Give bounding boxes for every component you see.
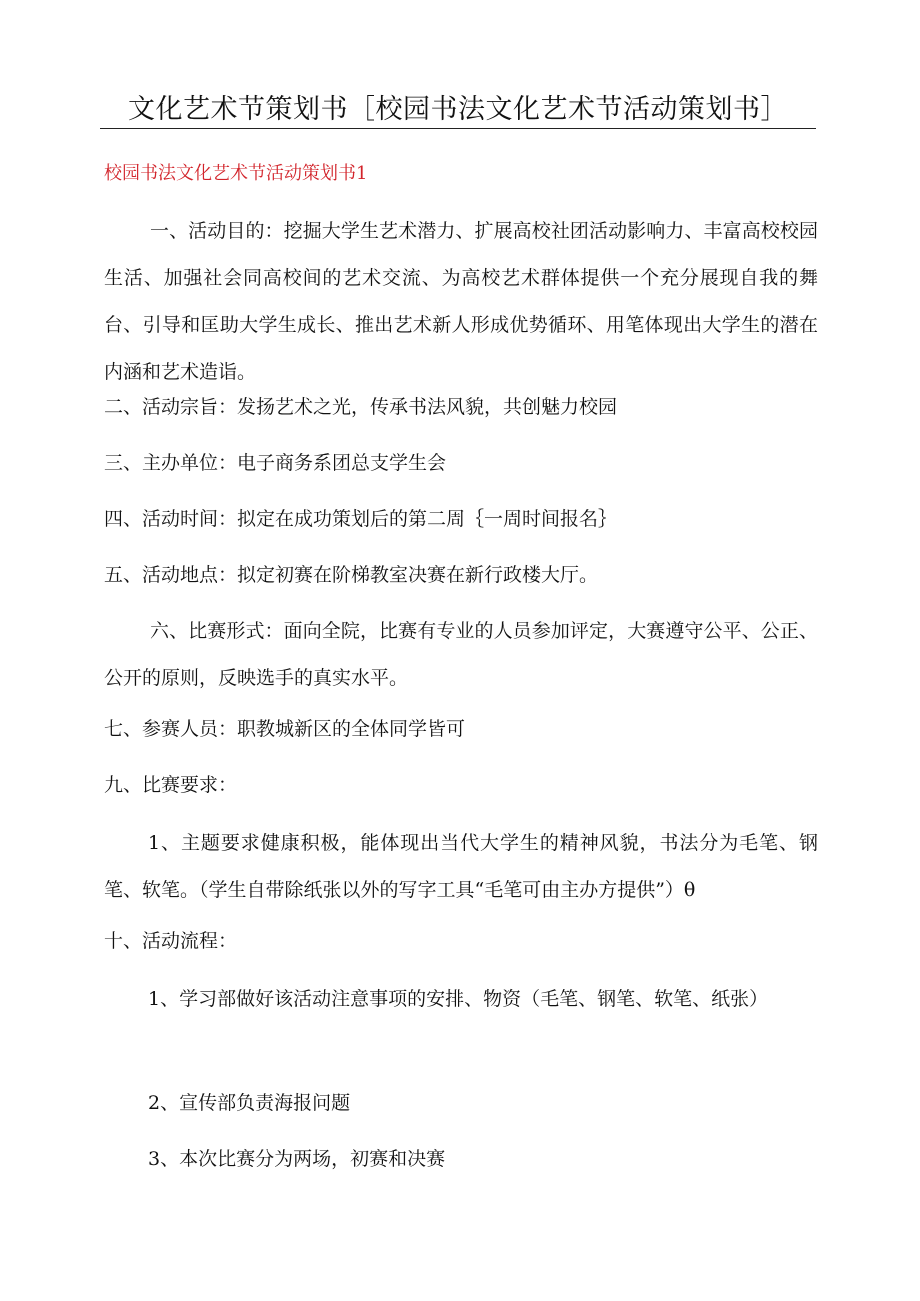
paragraph-aim: 二、活动宗旨：发扬艺术之光，传承书法风貌，共创魅力校园	[104, 396, 618, 418]
paragraph-participants: 七、参赛人员：职教城新区的全体同学皆可	[104, 718, 466, 740]
paragraph-organizer: 三、主办单位：电子商务系团总支学生会	[104, 452, 447, 474]
title-divider	[100, 128, 816, 129]
paragraph-time: 四、活动时间：拟定在成功策划后的第二周｛一周时间报名｝	[104, 508, 618, 530]
document-subtitle: 校园书法文化艺术节活动策划书1	[104, 163, 368, 184]
paragraph-requirement-1: 1、主题要求健康积极，能体现出当代大学生的精神风貌，书法分为毛笔、钢笔、软笔。（学生自带除纸张以外的写字工具“毛笔可由主办方提供”）θ	[104, 832, 818, 901]
paragraph-purpose: 一、活动目的：挖掘大学生艺术潜力、扩展高校社团活动影响力、丰富高校校园生活、加强社会同高校间的艺术交流、为高校艺术群体提供一个充分展现自我的舞台、引导和匡助大学生成长、推出艺术新人形成优势循环、用笔体现出大学生的潜在内涵和艺术造诣。	[104, 220, 818, 383]
paragraph-process-1: 1、学习部做好该活动注意事项的安排、物资（毛笔、钢笔、软笔、纸张）	[148, 988, 769, 1010]
paragraph-process-3: 3、本次比赛分为两场，初赛和决赛	[148, 1148, 446, 1170]
paragraph-requirements-heading: 九、比赛要求：	[104, 774, 238, 796]
paragraph-process-2: 2、宣传部负责海报问题	[148, 1092, 351, 1114]
paragraph-location: 五、活动地点：拟定初赛在阶梯教室决赛在新行政楼大厅。	[104, 564, 599, 586]
document-title: 文化艺术节策划书［校园书法文化艺术节活动策划书］	[128, 94, 788, 125]
paragraph-format: 六、比赛形式：面向全院，比赛有专业的人员参加评定，大赛遵守公平、公正、公开的原则，反映选手的真实水平。	[104, 620, 818, 689]
paragraph-process-heading: 十、活动流程：	[104, 930, 238, 952]
